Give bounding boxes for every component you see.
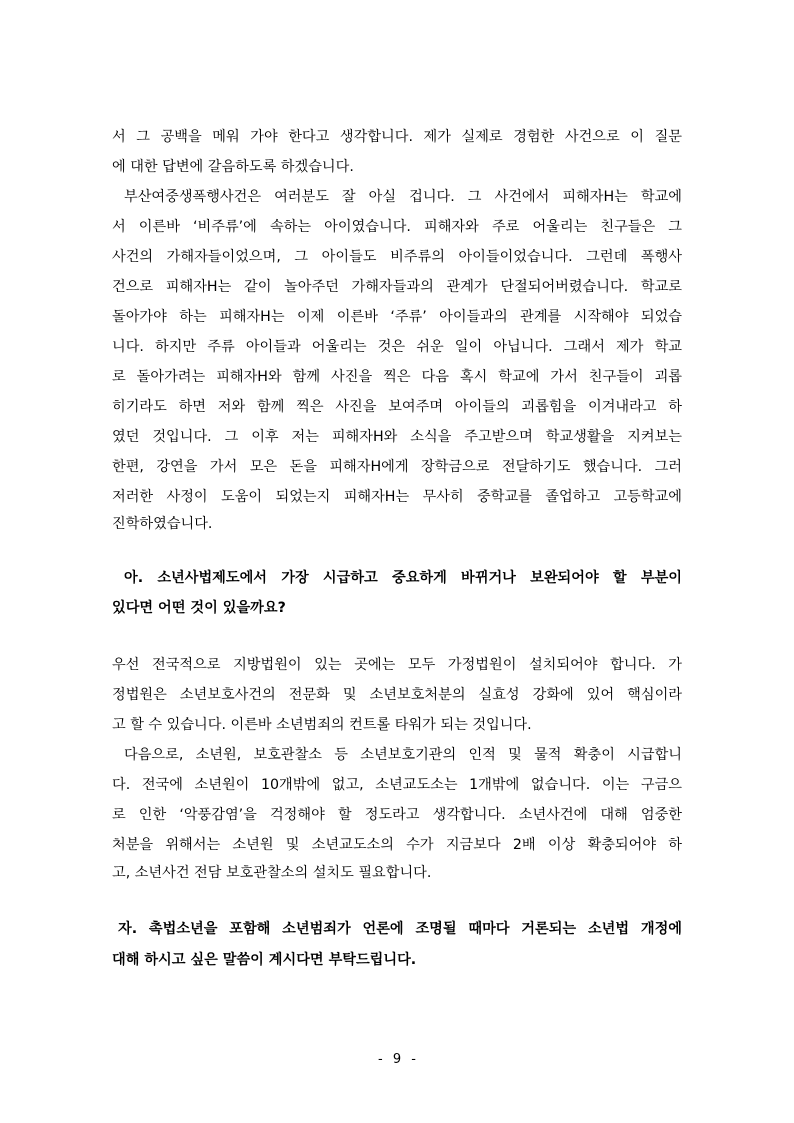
text-line: 에 대한 답변에 갈음하도록 하겠습니다. (112, 159, 354, 175)
text-line: 서 이른바 ‘비주류’에 속하는 아이였습니다. 피해자와 주로 어울리는 친구들은 그 (112, 219, 682, 235)
text-line: 저러한 사정이 도움이 되었는지 피해자H는 무사히 중학교를 졸업하고 고등학교에 (112, 489, 682, 505)
text-line: 였던 것입니다. 그 이후 저는 피해자H와 소식을 주고받으며 학교생활을 지켜보는 (112, 429, 682, 445)
page-number: - 9 - (378, 1052, 416, 1067)
heading-line: 있다면 어떤 것이 있을까요? (112, 600, 286, 616)
text-line: 다. 전국에 소년원이 10개밖에 없고, 소년교도소는 1개밖에 없습니다. 이는 구금으 (112, 777, 682, 793)
text-line: 사건의 가해자들이었으며, 그 아이들도 비주류의 아이들이었습니다. 그런데 폭행사 (112, 249, 682, 265)
text-line: 고 할 수 있습니다. 이른바 소년범죄의 컨트롤 타워가 되는 것입니다. (112, 717, 532, 733)
text-line: 로 돌아가려는 피해자H와 함께 사진을 찍은 다음 혹시 학교에 가서 친구들이 괴롭 (112, 369, 682, 385)
heading-line: 아. 소년사법제도에서 가장 시급하고 중요하게 바뀌거나 보완되어야 할 부분이 (124, 570, 682, 586)
text-line: 한편, 강연을 가서 모은 돈을 피해자H에게 장학금으로 전달하기도 했습니다. 그러 (112, 459, 682, 475)
text-line: 다음으로, 소년원, 보호관찰소 등 소년보호기관의 인적 및 물적 확충이 시급합니 (124, 747, 682, 763)
text-line: 히기라도 하면 저와 함께 찍은 사진을 보여주며 아이들의 괴롭힘을 이겨내라고 하 (112, 399, 682, 415)
text-line: 정법원은 소년보호사건의 전문화 및 소년보호처분의 실효성 강화에 있어 핵심이라 (112, 687, 682, 703)
text-line: 진학하였습니다. (112, 516, 213, 532)
text-line: 처분을 위해서는 소년원 및 소년교도소의 수가 지금보다 2배 이상 확충되어야 하 (112, 837, 682, 853)
text-line: 건으로 피해자H는 같이 놀아주던 가해자들과의 관계가 단절되어버렸습니다. 학교로 (112, 279, 682, 295)
heading-line: 대해 하시고 싶은 말씀이 계시다면 부탁드립니다. (112, 952, 417, 968)
text-line: 돌아가야 하는 피해자H는 이제 이른바 ‘주류’ 아이들과의 관계를 시작해야 되었습 (112, 309, 682, 325)
text-line: 우선 전국적으로 지방법원이 있는 곳에는 모두 가정법원이 설치되어야 합니다. 가 (112, 657, 682, 673)
text-line: 서 그 공백을 메워 가야 한다고 생각합니다. 제가 실제로 경험한 사건으로 이 질문 (112, 129, 682, 145)
heading-line: 자. 촉법소년을 포함해 소년범죄가 언론에 조명될 때마다 거론되는 소년법 개정에 (118, 921, 682, 937)
text-line: 부산여중생폭행사건은 여러분도 잘 아실 겁니다. 그 사건에서 피해자H는 학교에 (124, 189, 682, 205)
text-line: 니다. 하지만 주류 아이들과 어울리는 것은 쉬운 일이 아닙니다. 그래서 제가 학교 (112, 339, 682, 355)
text-line: 고, 소년사건 전담 보호관찰소의 설치도 필요합니다. (112, 865, 432, 881)
text-line: 로 인한 ‘악풍감염’을 걱정해야 할 정도라고 생각합니다. 소년사건에 대해 엄중한 (112, 807, 682, 823)
